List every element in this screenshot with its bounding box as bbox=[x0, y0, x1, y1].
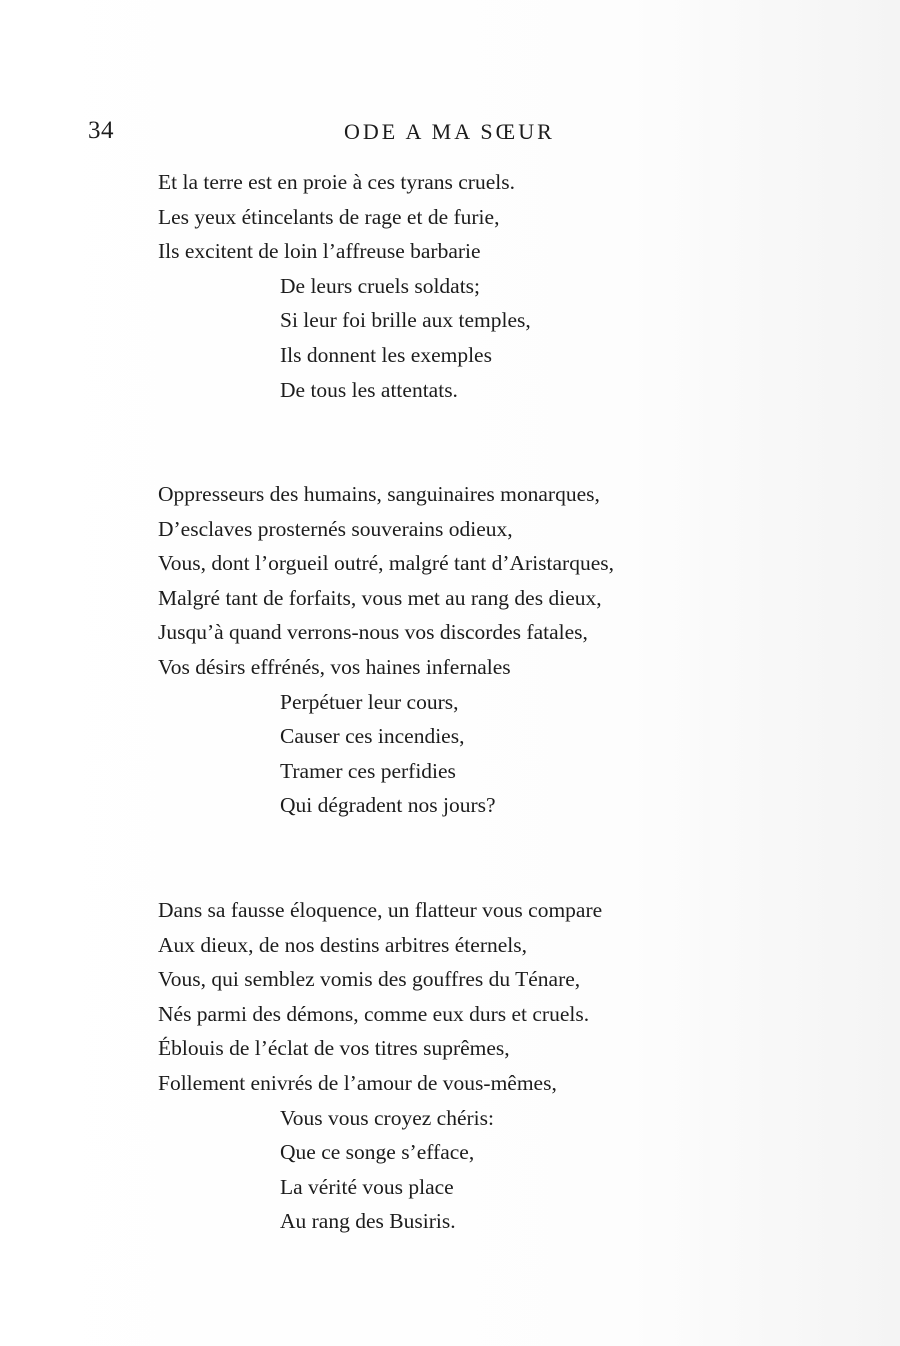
verse-line: Perpétuer leur cours, bbox=[280, 689, 459, 714]
verse-line: La vérité vous place bbox=[280, 1174, 454, 1199]
verse-line: Nés parmi des démons, comme eux durs et cruels. bbox=[158, 1001, 590, 1026]
verse-line: De leurs cruels soldats; bbox=[280, 273, 481, 298]
verse-line: Tramer ces perfidies bbox=[280, 758, 456, 783]
verse-line: Si leur foi brille aux temples, bbox=[280, 308, 531, 333]
verse-line: Vous, qui semblez vomis des gouffres du Ténare, bbox=[158, 967, 581, 992]
verse-line: Oppresseurs des humains, sanguinaires monarques, bbox=[158, 482, 600, 506]
verse-line: Au rang des Busiris. bbox=[280, 1209, 456, 1234]
verse-line: Ils donnent les exemples bbox=[280, 342, 492, 367]
verse-line: Dans sa fausse éloquence, un flatteur vous compare bbox=[158, 898, 603, 922]
stanza-1 bbox=[158, 165, 531, 407]
stanza-3 bbox=[158, 893, 602, 1239]
verse-line: D’esclaves prosternés souverains odieux, bbox=[158, 516, 513, 541]
verse-line: Malgré tant de forfaits, vous met au rang des dieux, bbox=[158, 585, 602, 610]
verse-line: Qui dégradent nos jours? bbox=[280, 793, 496, 818]
verse-line: Et la terre est en proie à ces tyrans cruels. bbox=[158, 170, 515, 194]
verse-line: Follement enivrés de l’amour de vous-mêmes, bbox=[158, 1070, 557, 1095]
verse-line: Ils excitent de loin l’affreuse barbarie bbox=[158, 239, 481, 264]
page-number: 34 bbox=[88, 117, 114, 144]
verse-line: Jusqu’à quand verrons-nous vos discordes fatales, bbox=[158, 620, 588, 645]
verse-line: Que ce songe s’efface, bbox=[280, 1140, 475, 1165]
verse-line: Aux dieux, de nos destins arbitres éternels, bbox=[158, 932, 527, 957]
running-title: ODE A MA SŒUR bbox=[344, 119, 555, 144]
stanza-2 bbox=[158, 477, 614, 823]
verse-line: Vos désirs effrénés, vos haines infernales bbox=[158, 654, 511, 679]
verse-line: Causer ces incendies, bbox=[280, 724, 465, 749]
verse-line: Vous, dont l’orgueil outré, malgré tant d’Aristarques, bbox=[158, 551, 614, 576]
verse-line: De tous les attentats. bbox=[280, 377, 458, 402]
verse-line: Vous vous croyez chéris: bbox=[280, 1105, 494, 1130]
verse-line: Éblouis de l’éclat de vos titres suprêmes, bbox=[158, 1036, 510, 1061]
verse-line: Les yeux étincelants de rage et de furie, bbox=[158, 204, 500, 229]
